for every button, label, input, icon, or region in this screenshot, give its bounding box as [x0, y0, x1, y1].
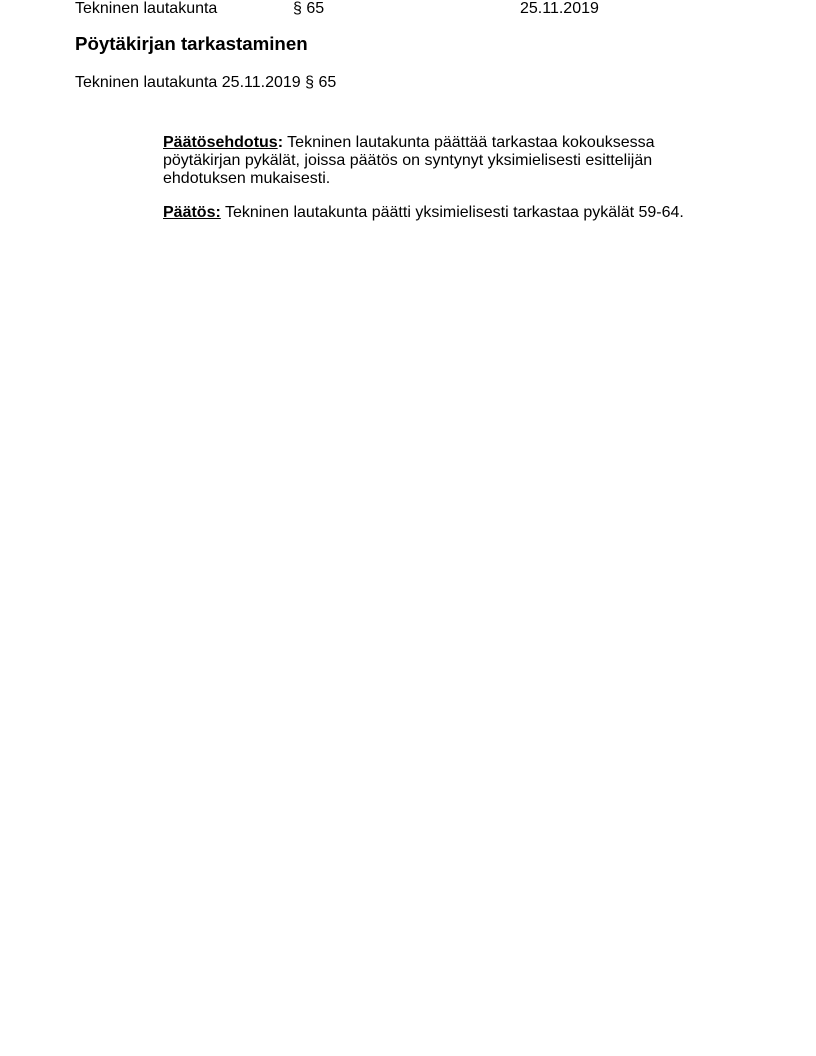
proposal-paragraph — [163, 134, 723, 188]
proposal-label — [163, 134, 283, 151]
proposal-label-colon: : — [277, 134, 284, 151]
proposal-label-underlined: Päätösehdotus — [163, 134, 278, 151]
subheader-line: Tekninen lautakunta 25.11.2019 § 65 — [75, 74, 337, 91]
decision-content-block — [163, 134, 723, 222]
decision-text: Tekninen lautakunta päätti yksimielisesti tarkastaa pykälät 59-64. — [220, 204, 684, 221]
header-date: 25.11.2019 — [520, 0, 599, 17]
page-title: Pöytäkirjan tarkastaminen — [75, 33, 308, 54]
header-committee: Tekninen lautakunta — [75, 0, 218, 17]
header-section-number: § 65 — [293, 0, 325, 17]
proposal-text: Tekninen lautakunta päättää tarkastaa kokouksessa pöytäkirjan pykälät, joissa päätös on syntynyt yksimielisesti esittelijän ehdotuksen mukaisesti. — [163, 134, 655, 187]
decision-label: Päätös: — [163, 204, 221, 221]
decision-paragraph — [163, 204, 723, 222]
